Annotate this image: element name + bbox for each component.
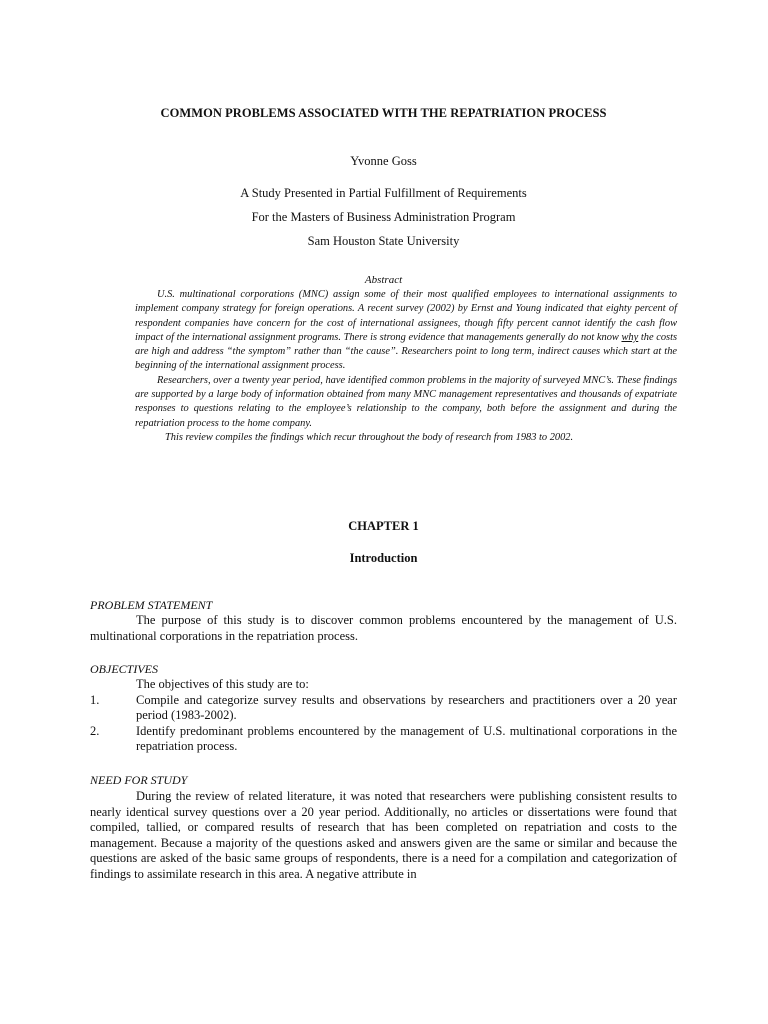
chapter-title: Introduction [349,551,418,565]
paper-title: COMMON PROBLEMS ASSOCIATED WITH THE REPATRIATION PROCESS [160,106,607,120]
objectives-heading: OBJECTIVES [90,662,158,676]
abstract-body [135,288,677,445]
need-for-study-heading: NEED FOR STUDY [90,773,188,787]
author-name: Yvonne Goss [350,154,417,168]
subtitle-line-2: For the Masters of Business Administration Program [251,210,516,224]
abstract-heading: Abstract [364,274,403,286]
abstract-paragraph-2: Researchers, over a twenty year period, have identified common problems in the majority of surveyed MNC’s. These findings are supported by a large body of information obtained from many MNC management representatives and thousands of expatriate responses to questions relating to the employee’s relationship to the company, both before the assignment and during the repatriation process to the home company. [135,374,677,429]
underlined-why: why [621,331,639,343]
subtitle-line-1: A Study Presented in Partial Fulfillment of Requirements [240,186,527,200]
objectives-list [90,677,677,755]
list-item: 1. Compile and categorize survey results and observations by researchers and practitioners over a 20 year period (1983-2002). [90,692,677,723]
abstract-paragraph-3: This review compiles the findings which recur throughout the body of research from 1983 to 2002. [165,431,574,443]
need-for-study-text: During the review of related literature, it was noted that researchers were publishing consistent results to nearly identical survey questions over a 20 year period. Additionally, no articles or dissertations were found that compiled, tallied, or compared results of research that has been completed on repatriation and costs to the management. Because a majority of the questions asked and answers given are the same or similar and because the questions are asked of the basic same groups of respondents, there is a need for a compilation and categorization of findings to assimilate research in this area. A negative attribute in [90,789,677,881]
list-item: 2. Identify predominant problems encountered by the management of U.S. multinational corporations in the repatriation process. [90,723,677,754]
university-name: Sam Houston State University [307,234,460,248]
problem-statement-text: The purpose of this study is to discover common problems encountered by the management of U.S. multinational corporations in the repatriation process. [90,613,677,643]
abstract-paragraph-1: U.S. multinational corporations (MNC) assign some of their most qualified employees to international assignments to implement company strategy for foreign operations. A recent survey (2002) by Ernst and Young indicated that eighty percent of respondent companies have concern for the cost of international assignees, though fifty percent cannot identify the cash flow impact of the international assignment programs. There is strong evidence that managements generally do not know why the costs are high and address “the symptom” rather than “the cause”. Researchers point to long term, indirect causes which start at the beginning of the international assignment process. [135,289,678,372]
chapter-label: CHAPTER 1 [348,519,419,533]
problem-statement-heading: PROBLEM STATEMENT [90,598,213,612]
objectives-lead: The objectives of this study are to: [136,677,309,691]
